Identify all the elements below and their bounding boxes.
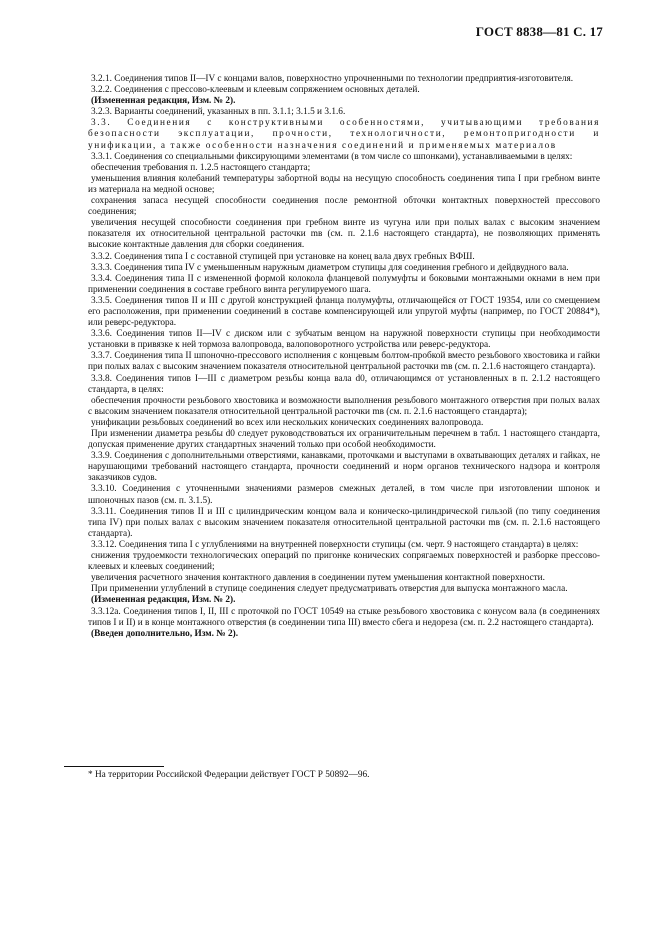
- paragraph: обеспечения прочности резьбового хвостовика и возможности выполнения резьбового монтажного отверстия при полых валах с высоким значением показателя относительной центральной расточки mв (см. п. 2.1.6 настоящего стандарта);: [88, 395, 600, 417]
- amendment-note: (Введен дополнительно, Изм. № 2).: [91, 628, 239, 639]
- paragraph: увеличения расчетного значения контактного давления в соединении путем уменьшения контактной поверхности.: [91, 573, 545, 584]
- paragraph: 3.2.3. Варианты соединений, указанных в пп. 3.1.1; 3.1.5 и 3.1.6.: [91, 107, 346, 118]
- paragraph: 3.2.2. Соединения с прессово-клеевым и клеевым сопряжением основных деталей.: [91, 85, 420, 96]
- amendment-note: (Измененная редакция, Изм. № 2).: [91, 595, 236, 606]
- paragraph: 3.3.12. Соединения типа I с углублениями на внутренней поверхности ступицы (см. черт. 9 настоящего стандарта) в целях:: [91, 539, 579, 550]
- paragraph: 3.3.12а. Соединения типов I, II, III с проточкой по ГОСТ 10549 на стыке резьбового хвостовика с конусом вала (в соединениях типов I и II) и в конце монтажного отверстия (в соединении типа III) вместо сбега и недореза (см. п. 2.2 настоящего стандарта).: [88, 606, 600, 628]
- paragraph: 3.3.1. Соединения со специальными фиксирующими элементами (в том числе со шпонками), устанавливаемыми в целях:: [91, 151, 573, 162]
- paragraph: 3.3.4. Соединения типа II с измененной формой колокола фланцевой полумуфты и боковыми монтажными окнами в нем при применении соединения в составе гребного винта регулируемого шага.: [88, 273, 600, 295]
- paragraph: 3.3.5. Соединения типов II и III с другой конструкцией фланца полумуфты, отличающейся от ГОСТ 19354, или со смещением его расположения, при применении соединений в составе компенсирующей или упругой муфты (например, по ГОСТ 20884*), или реверс-редуктора.: [88, 295, 600, 329]
- paragraph: унификации резьбовых соединений во всех или нескольких конических соединениях валопровода.: [91, 417, 484, 428]
- paragraph: 3.2.1. Соединения типов II—IV с концами валов, поверхностно упрочненными по технологии предприятия-изготовителя.: [91, 74, 574, 84]
- paragraph: 3.3.9. Соединения с дополнительными отверстиями, канавками, проточками и выступами в охватывающих деталях и гайках, не нарушающими требований настоящего стандарта, прочности соединений и норм органов технического надзора и контроля заказчиков судов.: [88, 451, 600, 484]
- paragraph: 3.3.7. Соединения типа II шпоночно-прессового исполнения с концевым болтом-пробкой вместо резьбового хвостовика и гайки при полых валах с высоким значением показателя относительной центральной расточки mв (см. п. 2.1.6 настоящего стандарта).: [88, 351, 600, 373]
- paragraph: снижения трудоемкости технологических операций по пригонке конических сопрягаемых поверхностей и разборке прессово-клеевых и клеевых соединений;: [88, 551, 600, 573]
- paragraph: 3.3.2. Соединения типа I с составной ступицей при установке на конец вала двух гребных ВФШ.: [91, 251, 475, 262]
- page-header: ГОСТ 8838—81 С. 17: [475, 24, 603, 39]
- paragraph: При изменении диаметра резьбы d0 следует руководствоваться их ограничительным перечнем в табл. 1 настоящего стандарта, допуская применение других стандартных значений только при особой необходимости.: [88, 429, 600, 451]
- footnote-divider: [64, 766, 164, 767]
- paragraph: сохранения запаса несущей способности соединения после ремонтной обточки контактных поверхностей прессового соединения;: [88, 196, 600, 218]
- paragraph: 3.3.6. Соединения типов II—IV с диском или с зубчатым венцом на наружной поверхности ступицы при необходимости установки в привязке к ней тормоза валопровода, валоповоротного устройства или реверс-редуктора.: [88, 329, 600, 351]
- document-body: [88, 74, 600, 640]
- section-heading: 3.3. Соединения с конструктивными особенностями, учитывающими требования безопасности эксплуатации, прочности, технологичности, ремонтопригодности и унификации, а также особенности назначения соединений и применяемых материалов: [88, 118, 600, 151]
- paragraph: 3.3.10. Соединения с уточненными значениями размеров смежных деталей, в том числе при изготовлении шпонок и шпоночных пазов (см. п. 3.1.5).: [88, 484, 600, 506]
- paragraph: 3.3.8. Соединения типов I—III с диаметром резьбы конца вала d0, отличающимся от установленных в п. 2.1.2 настоящего стандарта, в целях:: [88, 373, 600, 395]
- paragraph: При применении углублений в ступице соединения следует предусматривать отверстия для выпуска монтажного масла.: [91, 584, 568, 595]
- paragraph: 3.3.3. Соединения типа IV с уменьшенным наружным диаметром ступицы для соединения гребного и дейдвудного вала.: [91, 262, 569, 273]
- paragraph: обеспечения требования п. 1.2.5 настоящего стандарта;: [91, 162, 311, 173]
- paragraph: уменьшения влияния колебаний температуры забортной воды на несущую способность соединения типа I при гребном винте из материала на медной основе;: [88, 173, 600, 195]
- footnote: * На территории Российской Федерации действует ГОСТ Р 50892—96.: [88, 770, 370, 780]
- paragraph: 3.3.11. Соединения типов II и III с цилиндрическим концом вала и коническо-цилиндрической гильзой (по типу соединения типа IV) при полых валах с высоким значением показателя относительной центральной расточки mв (см. п. 2.1.6 настоящего стандарта).: [88, 506, 600, 539]
- amendment-note: (Измененная редакция, Изм. № 2).: [91, 96, 236, 107]
- paragraph: увеличения несущей способности соединения при гребном винте из чугуна или при полых валах с высоким значением показателя их относительной центральной расточки mв (см. п. 2.1.6 настоящего стандарта), не позволяющих применять высокие контактные давления для сборки соединения.: [88, 218, 600, 251]
